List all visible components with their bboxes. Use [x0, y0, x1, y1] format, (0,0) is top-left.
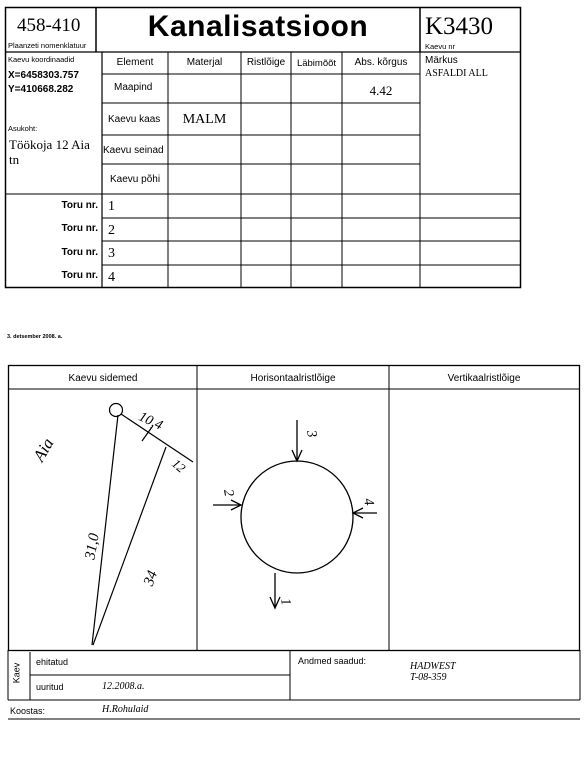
coordinate-x: X=6458303.757	[8, 70, 79, 81]
row-element-bottom: Kaevu põhi	[110, 174, 161, 185]
author-label: Koostas:	[10, 706, 46, 716]
page-title: Kanalisatsioon	[147, 10, 369, 43]
tie-distance-1: 10,4	[136, 409, 165, 434]
section-pipe-1: 1	[276, 597, 293, 607]
tie-distance-4: 34	[140, 568, 162, 589]
pipe-label-1: Toru nr.	[61, 200, 98, 211]
footer-side-label: Kaev	[11, 662, 22, 684]
source-label: Andmed saadud:	[298, 656, 367, 666]
pipe-label-3: Toru nr.	[61, 247, 98, 258]
author-value: H.Rohulaid	[102, 704, 149, 715]
row-element-walls: Kaevu seinad	[103, 145, 164, 156]
sketch-header-horizontal: Horisontaalristlõige	[250, 373, 336, 384]
nomenclature-value: 458-410	[17, 15, 81, 36]
coordinate-y: Y=410668.282	[8, 84, 74, 95]
pipe-number-4: 4	[108, 270, 115, 285]
pipe-number-2: 2	[108, 223, 115, 238]
ties-sketch	[92, 404, 193, 646]
horizontal-section-sketch	[213, 420, 377, 608]
header-diameter: Läbimõõt	[296, 58, 337, 69]
date-note: 3. detsember 2008. a.	[7, 334, 63, 340]
header-material: Materjal	[186, 57, 223, 68]
source-value-1: HADWEST	[410, 661, 456, 672]
header-remark: Märkus	[425, 55, 458, 66]
header-cross-section: Ristlõige	[246, 57, 286, 68]
well-number-label: Kaevu nr	[425, 42, 456, 51]
header-element: Element	[116, 57, 154, 68]
header-abs-height: Abs. kõrgus	[354, 57, 408, 68]
location-value: Töökoja 12 Aia tn	[9, 137, 90, 167]
pipe-number-3: 3	[108, 246, 115, 261]
coordinates-label: Kaevu koordinaadid	[8, 55, 75, 64]
remark-value: ASFALDI ALL	[425, 68, 488, 79]
row-material-cover: MALM	[182, 112, 227, 127]
surveyed-label: uuritud	[36, 682, 64, 692]
tie-distance-2: 12	[169, 455, 189, 476]
pipe-label-4: Toru nr.	[61, 270, 98, 281]
section-pipe-3: 3	[302, 429, 319, 439]
sketch-header-vertical: Vertikaalristlõige	[447, 373, 521, 384]
location-label: Asukoht:	[8, 124, 38, 133]
source-value-2: T-08-359	[410, 672, 447, 683]
surveyed-value: 12.2008.a.	[102, 681, 145, 692]
sketch-header-ties: Kaevu sidemed	[68, 373, 138, 384]
row-abs-ground: 4.42	[369, 83, 393, 98]
section-pipe-4: 4	[359, 497, 376, 507]
street-label: Aia	[29, 434, 58, 465]
row-element-cover: Kaevu kaas	[108, 114, 161, 125]
nomenclature-label: Plaanzeti nomenklatuur	[8, 41, 87, 50]
section-pipe-2: 2	[219, 488, 236, 498]
built-label: ehitatud	[36, 657, 69, 667]
pipe-label-2: Toru nr.	[61, 223, 98, 234]
row-element-ground: Maapind	[114, 82, 153, 93]
well-number: K3430	[425, 13, 494, 40]
tie-distance-3: 31,0	[82, 532, 103, 561]
pipe-number-1: 1	[108, 199, 115, 214]
